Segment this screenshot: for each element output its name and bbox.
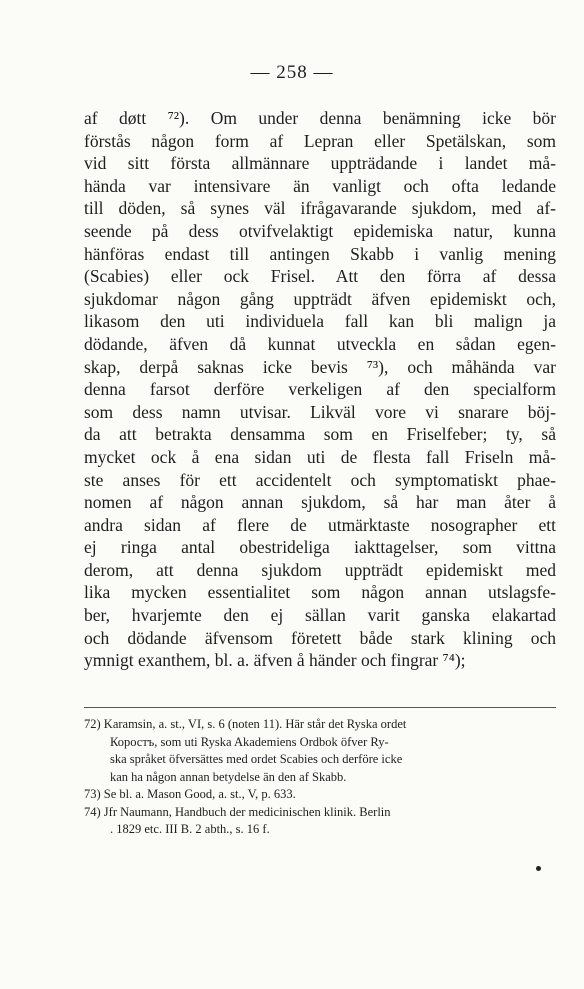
body-line: förstås någon form af Lepran eller Spetälskan, som	[84, 130, 556, 151]
body-line: ber, hvarjemte den ej sällan varit ganska elakartad	[84, 605, 556, 626]
body-line: af døtt ⁷²). Om under denna benämning icke bör	[84, 108, 556, 128]
footnote-line: . 1829 etc. III B. 2 abth., s. 16 f.	[110, 822, 270, 836]
body-line: ste anses för ett accidentelt och symptomatiskt phae-	[84, 469, 556, 490]
footnote-line: Коростъ, som uti Ryska Akademiens Ordbok öfver Ry-	[110, 734, 389, 749]
body-line: andra sidan af flere de utmärktaste nosographer ett	[84, 514, 556, 535]
body-line: denna farsot derföre verkeligen af den specialform	[84, 379, 556, 400]
ink-dot	[536, 866, 541, 871]
footnote-line: 74) Jfr Naumann, Handbuch der medicinischen klinik. Berlin	[84, 804, 391, 819]
body-line: derom, att denna sjukdom uppträdt epidemiskt med	[84, 559, 556, 580]
footnote-74	[84, 804, 556, 839]
body-line: och dödande äfvensom företett både stark klining och	[84, 627, 556, 648]
footnote-line: ska språket öfversättes med ordet Scabies och derföre icke	[110, 752, 403, 766]
footnote-line: 72) Karamsin, a. st., VI, s. 6 (noten 11). Här står det Ryska ordet	[84, 717, 407, 731]
body-line: (Scabies) eller ock Frisel. Att den förra af dessa	[84, 266, 556, 287]
body-line: till döden, så synes väl ifrågavarande sjukdom, med af-	[84, 198, 556, 219]
body-line: seende på dess otvifvelaktigt epidemiska natur, kunna	[84, 220, 556, 241]
body-text	[84, 107, 556, 672]
body-line: nomen af någon annan sjukdom, så har man åter å	[84, 492, 556, 513]
body-line: hända var intensivare än vanligt och ofta ledande	[84, 175, 556, 196]
body-line: ej ringa antal obestrideliga iakttagelser, som vittna	[84, 537, 556, 558]
body-line: sjukdomar någon gång uppträdt äfven epidemiskt och,	[84, 288, 556, 309]
body-line: hänföras endast till antingen Skabb i vanlig mening	[84, 243, 556, 264]
footnotes	[84, 716, 556, 839]
body-line: mycket ock å ena sidan uti de flesta fall Friseln må-	[84, 446, 556, 467]
footnote-line: 73) Se bl. a. Mason Good, a. st., V, p. 633.	[84, 787, 296, 801]
body-line: dödande, äfven då kunnat utveckla en sådan egen-	[84, 333, 556, 354]
page-number: — 258 —	[250, 62, 334, 83]
footnote-line: kan ha någon annan betydelse än den af Skabb.	[110, 769, 347, 784]
footnote-72	[84, 716, 556, 786]
body-line: vid sitt första allmännare uppträdande i landet må-	[84, 153, 556, 174]
body-line: skap, derpå saknas icke bevis ⁷³), och måhända var	[84, 356, 556, 377]
body-line: likasom den uti individuela fall kan bli malign ja	[84, 311, 556, 332]
footnote-73	[84, 786, 556, 804]
footnote-divider	[84, 707, 556, 708]
body-line: lika mycken essentialitet som någon annan utslagsfe-	[84, 582, 556, 603]
body-line: ymnigt exanthem, bl. a. äfven å händer och fingrar ⁷⁴);	[84, 650, 466, 671]
body-line: som dess namn utvisar. Likväl vore vi snarare böj-	[84, 401, 556, 422]
body-line: da att betrakta densamma som en Friselfeber; ty, så	[84, 424, 556, 445]
